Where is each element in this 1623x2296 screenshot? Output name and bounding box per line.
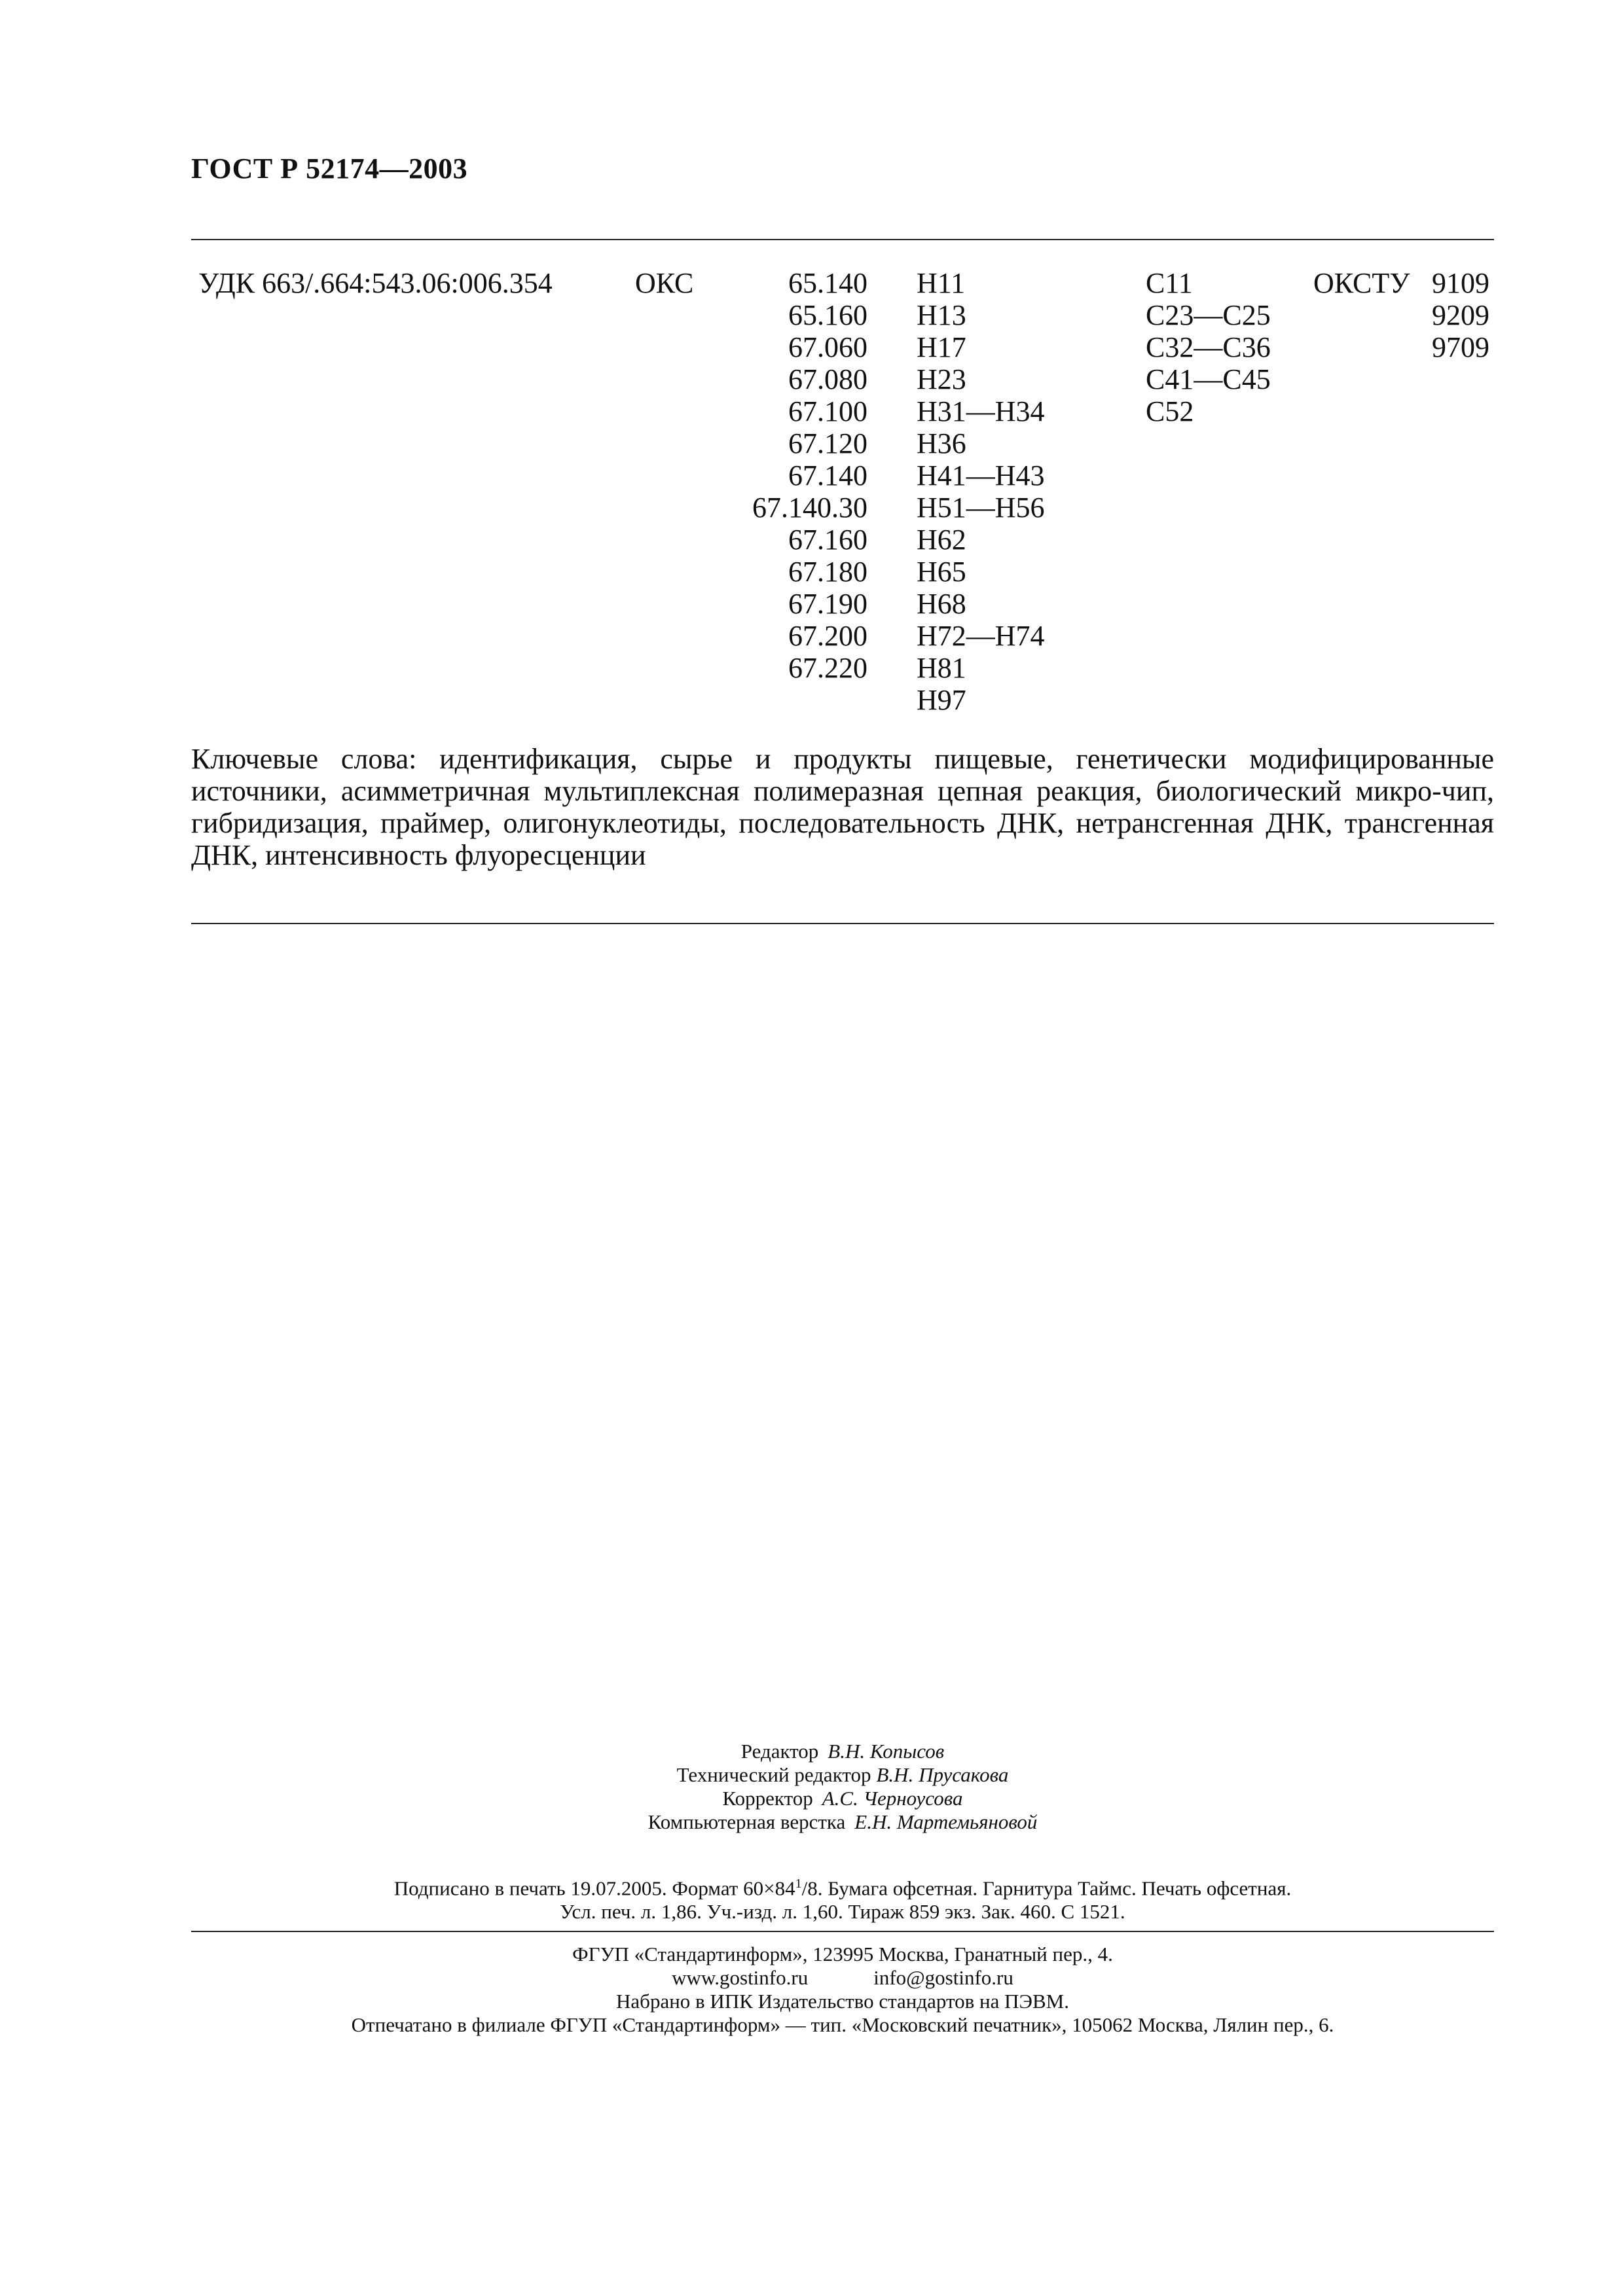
c-code: С11 xyxy=(1146,267,1193,299)
okstu-code: 9109 xyxy=(1432,267,1489,299)
publisher-address: ФГУП «Стандартинформ», 123995 Москва, Гранатный пер., 4. xyxy=(572,1943,1113,1965)
imprint-divider xyxy=(191,1931,1494,1932)
h-code: Н65 xyxy=(917,556,966,588)
h-code: Н41—Н43 xyxy=(917,459,1045,492)
h-code: Н31—Н34 xyxy=(917,395,1045,427)
h-code: Н51—Н56 xyxy=(917,492,1045,524)
h-code: Н17 xyxy=(917,331,966,363)
okstu-label: ОКСТУ xyxy=(1313,267,1410,299)
oks-code: 67.180 xyxy=(788,556,867,588)
print-format-text: Подписано в печать 19.07.2005. Формат 60×84 xyxy=(393,1876,795,1900)
h-code: Н11 xyxy=(917,267,966,299)
h-code: Н36 xyxy=(917,427,966,459)
oks-code: 67.220 xyxy=(788,652,867,684)
publisher-contacts xyxy=(191,1966,1494,1990)
printing-note: Отпечатано в филиале ФГУП «Стандартинформ» — тип. «Московский печатник», 105062 Москва, Лялин пер., 6. xyxy=(351,2013,1334,2036)
credit-role: Технический редактор xyxy=(676,1763,871,1786)
c-code: С52 xyxy=(1146,395,1194,427)
h-codes-list xyxy=(917,267,1045,716)
h-code: Н13 xyxy=(917,299,966,331)
publisher-website: www.gostinfo.ru xyxy=(672,1966,809,1989)
oks-code: 67.200 xyxy=(788,620,867,652)
credit-row xyxy=(191,1810,1494,1834)
publisher-email: info@gostinfo.ru xyxy=(873,1966,1013,1989)
oks-label: ОКС xyxy=(635,267,694,299)
oks-code: 67.120 xyxy=(788,427,867,459)
credit-row xyxy=(191,1763,1494,1787)
c-code: С23—С25 xyxy=(1146,299,1271,331)
credit-person: В.Н. Копысов xyxy=(828,1740,945,1763)
oks-code: 67.140.30 xyxy=(752,492,867,524)
h-code: Н23 xyxy=(917,363,966,395)
oks-code: 67.190 xyxy=(788,588,867,620)
document-header: ГОСТ Р 52174—2003 xyxy=(191,152,468,185)
okstu-code: 9709 xyxy=(1432,331,1489,363)
editorial-credits xyxy=(191,1740,1494,1834)
oks-code: 67.140 xyxy=(788,459,867,492)
print-info xyxy=(191,1872,1494,1924)
h-code: Н62 xyxy=(917,524,966,556)
c-code: С41—С45 xyxy=(1146,363,1271,395)
publisher-info xyxy=(191,1943,1494,2037)
typesetting-note: Набрано в ИПК Издательство стандартов на ПЭВМ. xyxy=(616,1990,1069,2013)
udk-code: УДК 663/.664:543.06:006.354 xyxy=(198,267,553,299)
oks-code: 67.080 xyxy=(788,363,867,395)
top-divider xyxy=(191,239,1494,240)
h-code: Н81 xyxy=(917,652,966,684)
okstu-codes-list xyxy=(1375,267,1489,363)
print-info-line xyxy=(191,1872,1494,1900)
credit-person: Е.Н. Мартемьяновой xyxy=(854,1810,1038,1833)
credit-role: Корректор xyxy=(722,1787,813,1810)
oks-code: 67.060 xyxy=(788,331,867,363)
credit-row xyxy=(191,1740,1494,1763)
credit-person: А.С. Черноусова xyxy=(822,1787,963,1810)
credit-row xyxy=(191,1787,1494,1810)
keywords-paragraph: Ключевые слова: идентификация, сырье и продукты пищевые, генетически модифицированные источники, асимметричная мультиплексная полимеразная цепная реакция, биологический микро-чип, гибридизация, праймер, олигонуклеотиды, последовательность ДНК, нетрансгенная ДНК, трансгенная ДНК, интенсивность флуоресценции xyxy=(191,743,1494,871)
credit-person: В.Н. Прусакова xyxy=(876,1763,1009,1786)
c-code: С32—С36 xyxy=(1146,331,1271,363)
oks-code: 67.100 xyxy=(788,395,867,427)
h-code: Н97 xyxy=(917,684,966,716)
oks-codes-list xyxy=(694,267,867,684)
credit-role: Компьютерная верстка xyxy=(647,1810,846,1833)
print-info-line: Усл. печ. л. 1,86. Уч.-изд. л. 1,60. Тираж 859 экз. Зак. 460. С 1521. xyxy=(560,1900,1125,1924)
oks-code: 65.160 xyxy=(788,299,867,331)
format-superscript: 1 xyxy=(795,1876,802,1891)
oks-code: 67.160 xyxy=(788,524,867,556)
keywords-divider xyxy=(191,923,1494,924)
c-codes-list xyxy=(1146,267,1271,427)
h-code: Н68 xyxy=(917,588,966,620)
h-code: Н72—Н74 xyxy=(917,620,1045,652)
credit-role: Редактор xyxy=(740,1740,819,1763)
oks-code: 65.140 xyxy=(788,267,867,299)
print-paper-text: /8. Бумага офсетная. Гарнитура Таймс. Печать офсетная. xyxy=(801,1876,1292,1900)
okstu-code: 9209 xyxy=(1432,299,1489,331)
